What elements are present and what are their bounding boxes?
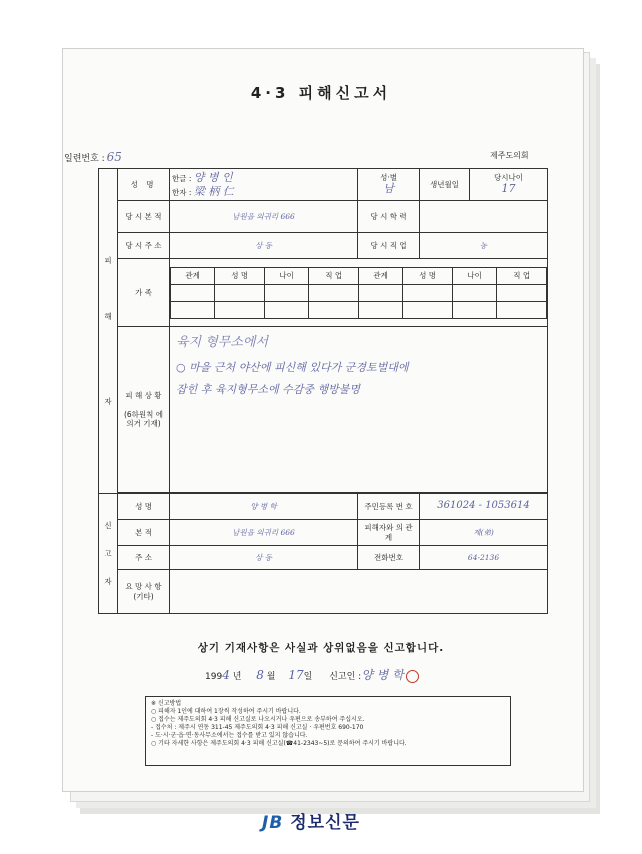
victim-education-value xyxy=(420,201,548,233)
newspaper-logo xyxy=(262,808,360,833)
victim-name-label: 성 명 xyxy=(118,169,170,201)
family-grid: 관계 성 명 나이 직 업 관계 성 명 나이 직 업 xyxy=(170,259,548,327)
victim-occupation-value: 농 xyxy=(420,233,548,259)
report-form-table xyxy=(98,168,548,614)
reporter-request-label: 요 망 사 항 (기타) xyxy=(118,570,170,614)
reporter-phone-value: 64-2136 xyxy=(420,546,548,570)
serial-value: 65 xyxy=(106,150,122,164)
reporter-domicile-value: 남원읍 의귀리 666 xyxy=(170,520,358,546)
victim-address-value: 상 동 xyxy=(170,233,358,259)
reporter-relation-value: 제(弟) xyxy=(420,520,548,546)
jb-logo-icon: JB xyxy=(262,813,284,833)
victim-domicile-value: 남원읍 의귀리 666 xyxy=(170,201,358,233)
age-cell: 당시나이 17 xyxy=(470,169,548,201)
family-label: 가 족 xyxy=(118,259,170,327)
declaration-text: 상기 기재사항은 사실과 상위없음을 신고합니다. xyxy=(197,642,445,654)
reporter-signature: 양 병 학 xyxy=(361,668,404,682)
reporter-name-label: 성 명 xyxy=(118,494,170,520)
reporter-id-label: 주민등록 번 호 xyxy=(358,494,420,520)
victim-section-label: 피 해 자 xyxy=(99,169,118,494)
damage-line-2: ○ 마을 근처 야산에 피신해 있다가 군경토벌대에 xyxy=(176,361,409,375)
hangul-label: 한글 : xyxy=(172,173,192,183)
damage-line-3: 잡힌 후 육지형무소에 수감중 행방불명 xyxy=(176,383,361,396)
serial-number xyxy=(64,150,122,164)
reporter-phone-label: 전화번호 xyxy=(358,546,420,570)
reporter-name-value: 양 병 학 xyxy=(170,494,358,520)
victim-hanja-name: 梁 柄 仁 xyxy=(193,184,234,198)
victim-education-label: 당 시 학 력 xyxy=(358,201,420,233)
reporter-relation-label: 피해자와 의 관 계 xyxy=(358,520,420,546)
damage-line-1: 육지 형무소에서 xyxy=(176,335,269,350)
reporter-request-value xyxy=(170,570,548,614)
victim-occupation-label: 당 시 직 업 xyxy=(358,233,420,259)
victim-address-label: 당 시 주 소 xyxy=(118,233,170,259)
reporter-id-value: 361024 - 1053614 xyxy=(420,494,548,520)
notes-box: ※ 신고방법 ○ 피해자 1인에 대하여 1장씩 작성하여 주시기 바랍니다. ○ 접수는 제주도의회 4·3 피해 신고실로 나오시거나 우편으로 송부하여 주십시오. - 접수처 : 제주시 연동 311-45 제주도의회 4·3 피해 신고실 · 우편번호 690-170 - 도·시·군·읍·면·동사무소에서는 접수를 받고 있지 않습니다. ○ 기타 자세한 사항은 제주도의회 4·3 피해 신고실(☎41-2343~5)로 문의하여 주시기 바랍니다. xyxy=(145,696,511,766)
damage-description xyxy=(170,327,548,493)
seal-stamp xyxy=(406,670,419,683)
document-title: 4·3 피해신고서 xyxy=(250,84,392,102)
damage-label-cell: 피 해 상 황 (6하원칙 에 의거 기재) xyxy=(118,327,170,493)
reporter-address-value: 상 동 xyxy=(170,546,358,570)
hanja-label: 한자 : xyxy=(172,187,192,197)
gender-cell: 성·별 남 xyxy=(358,169,420,201)
council-label: 제주도의회 xyxy=(490,151,529,160)
birth-cell: 생년월일 xyxy=(420,169,470,201)
reporter-address-label: 주 소 xyxy=(118,546,170,570)
serial-label: 일련번호 : xyxy=(64,154,105,164)
reporter-section-label: 신 고 자 xyxy=(99,494,118,614)
victim-name-cell xyxy=(170,169,358,201)
victim-hangul-name: 양 병 인 xyxy=(193,170,233,184)
reporter-domicile-label: 본 적 xyxy=(118,520,170,546)
logo-text: 정보신문 xyxy=(290,813,360,833)
victim-domicile-label: 당 시 본 적 xyxy=(118,201,170,233)
date-line: 1994 년 8 월 17일 신고인 :양 병 학 xyxy=(205,666,419,683)
